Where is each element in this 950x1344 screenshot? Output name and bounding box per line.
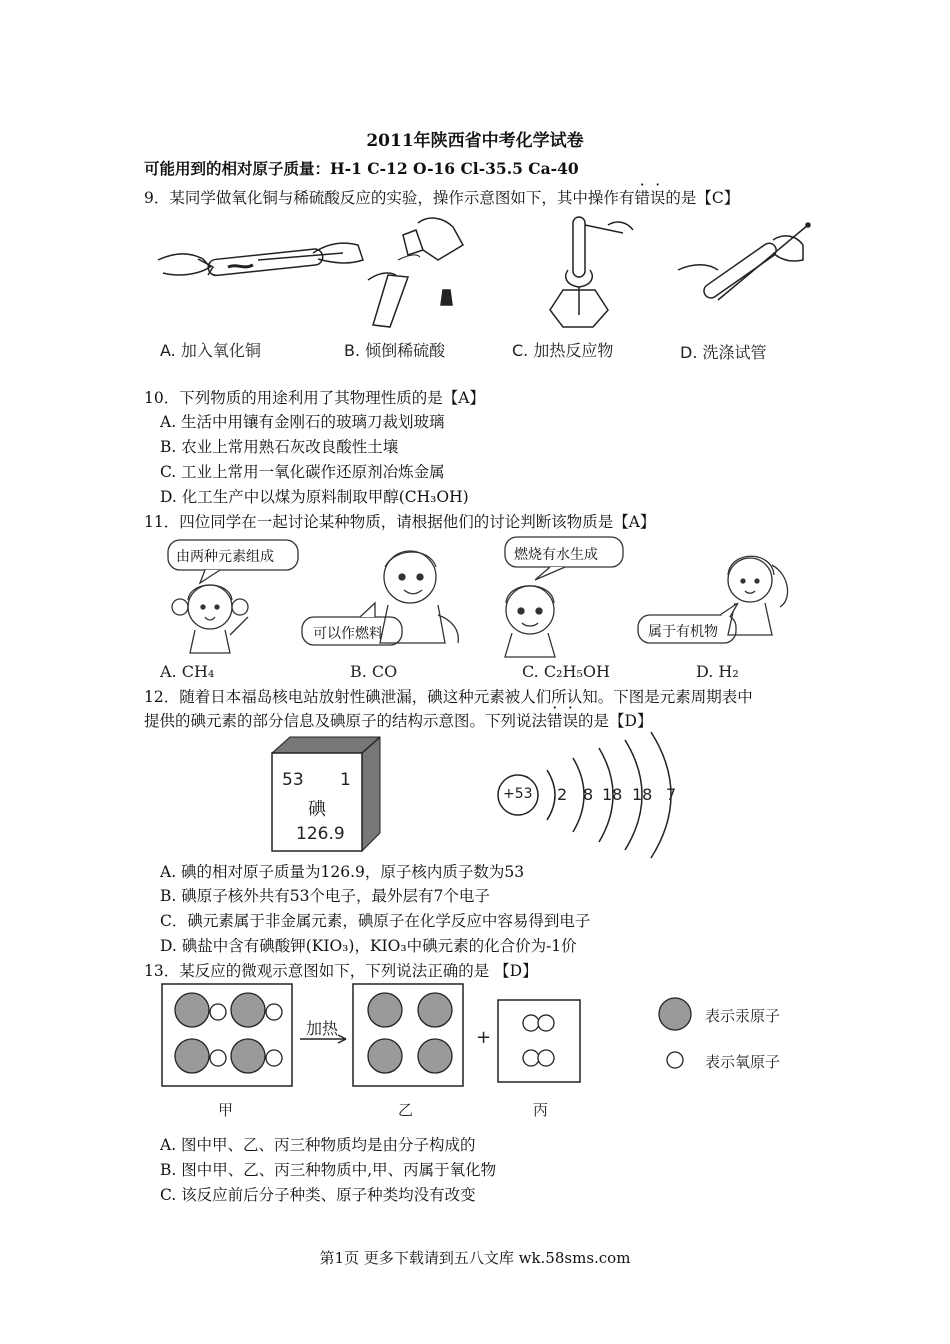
arrow-label: 加热 xyxy=(306,1019,339,1038)
figure-c-heat xyxy=(550,217,633,327)
figure-a-add-copper-oxide xyxy=(158,243,363,276)
label-jia: 甲 xyxy=(218,1101,234,1119)
q10-option-c: C. 工业上常用一氧化碳作还原剂冶炼金属 xyxy=(160,463,445,481)
q10-option-b: B. 农业上常用熟石灰改良酸性土壤 xyxy=(160,438,399,456)
element-number: 53 xyxy=(282,770,304,790)
q13-option-a: A. 图中甲、乙、丙三种物质均是由分子构成的 xyxy=(160,1136,476,1154)
shell-5: 7 xyxy=(666,785,677,804)
q13-option-c: C. 该反应前后分子种类、原子种类均没有改变 xyxy=(160,1186,476,1204)
q12-stem-line2: 提供的碘元素的部分信息及碘原子的结构示意图。下列说法错误的是【D】 xyxy=(144,712,653,730)
shell-3: 18 xyxy=(602,785,623,804)
atomic-masses: 可能用到的相对原子质量：H-1 C-12 O-16 Cl-35.5 Ca-40 xyxy=(144,159,579,178)
q11-choice-b: B. CO xyxy=(350,662,398,681)
q12-option-c: C．碘元素属于非金属元素，碘原子在化学反应中容易得到电子 xyxy=(160,912,591,930)
bubble-4-text: 属于有机物 xyxy=(648,624,718,640)
box-bing xyxy=(498,1000,580,1082)
q12-option-b: B. 碘原子核外共有53个电子，最外层有7个电子 xyxy=(160,887,490,905)
q11-choice-c: C. C₂H₅OH xyxy=(522,662,610,681)
nucleus-charge: +53 xyxy=(503,786,533,802)
q9-caption-b: B. 倾倒稀硫酸 xyxy=(344,341,446,360)
boy-1-icon xyxy=(380,551,458,643)
q12-stem-line1: 12．随着日本福岛核电站放射性碘泄漏，碘这种元素被人们所认知。下图是元素周期表中 xyxy=(144,688,753,706)
shell-4: 18 xyxy=(632,785,653,804)
element-name: 碘 xyxy=(308,799,326,820)
shell-1: 2 xyxy=(557,785,568,804)
q13-stem: 13．某反应的微观示意图如下，下列说法正确的是 【D】 xyxy=(144,962,538,980)
shell-2: 8 xyxy=(583,785,594,804)
q11-choice-d: D. H₂ xyxy=(696,662,739,681)
q9-stem: 9．某同学做氧化铜与稀硫酸反应的实验，操作示意图如下，其中操作有错误的是【C】 xyxy=(144,189,740,207)
q9-caption-c: C. 加热反应物 xyxy=(512,341,614,360)
element-valence: 1 xyxy=(340,770,351,790)
legend-oxygen-icon xyxy=(667,1052,683,1068)
legend-oxygen: 表示氧原子 xyxy=(705,1053,781,1071)
label-bing: 丙 xyxy=(533,1101,549,1119)
q10-option-d: D. 化工生产中以煤为原料制取甲醇(CH₃OH) xyxy=(160,488,469,506)
element-mass: 126.9 xyxy=(296,824,345,844)
page-footer: 第1页 更多下载请到五八文库 wk.58sms.com xyxy=(319,1249,631,1267)
bubble-2-text: 可以作燃料 xyxy=(313,626,383,642)
bubble-3-text: 燃烧有水生成 xyxy=(514,547,598,563)
bubble-1-text: 由两种元素组成 xyxy=(176,549,274,565)
girl-2-icon xyxy=(728,556,788,635)
q9-caption-d: D. 洗涤试管 xyxy=(680,343,767,362)
legend-mercury: 表示汞原子 xyxy=(705,1007,781,1025)
q9-caption-a: A. 加入氧化铜 xyxy=(160,341,261,360)
q11-stem: 11．四位同学在一起讨论某种物质，请根据他们的讨论判断该物质是【A】 xyxy=(144,513,656,531)
figure-b-pour-acid xyxy=(368,218,463,327)
plus-sign: + xyxy=(476,1027,492,1048)
label-yi: 乙 xyxy=(398,1101,414,1119)
page-title: 2011年陕西省中考化学试卷 xyxy=(366,131,584,151)
figure-d-wash xyxy=(678,223,810,301)
boy-2-icon xyxy=(505,586,555,657)
girl-1-icon xyxy=(172,585,248,653)
q10-stem: 10．下列物质的用途利用了其物理性质的是【A】 xyxy=(144,389,485,407)
q10-option-a: A. 生活中用镶有金刚石的玻璃刀裁划玻璃 xyxy=(160,413,445,431)
q9-figures xyxy=(158,215,808,335)
q13-option-b: B. 图中甲、乙、丙三种物质中,甲、丙属于氧化物 xyxy=(160,1161,497,1179)
q12-option-d: D. 碘盐中含有碘酸钾(KIO₃)，KIO₃中碘元素的化合价为-1价 xyxy=(160,937,577,955)
box-yi xyxy=(353,984,463,1086)
q11-choice-a: A. CH₄ xyxy=(160,662,215,681)
legend-mercury-icon xyxy=(659,998,691,1030)
q12-option-a: A. 碘的相对原子质量为126.9，原子核内质子数为53 xyxy=(160,863,525,881)
box-jia xyxy=(162,984,292,1086)
